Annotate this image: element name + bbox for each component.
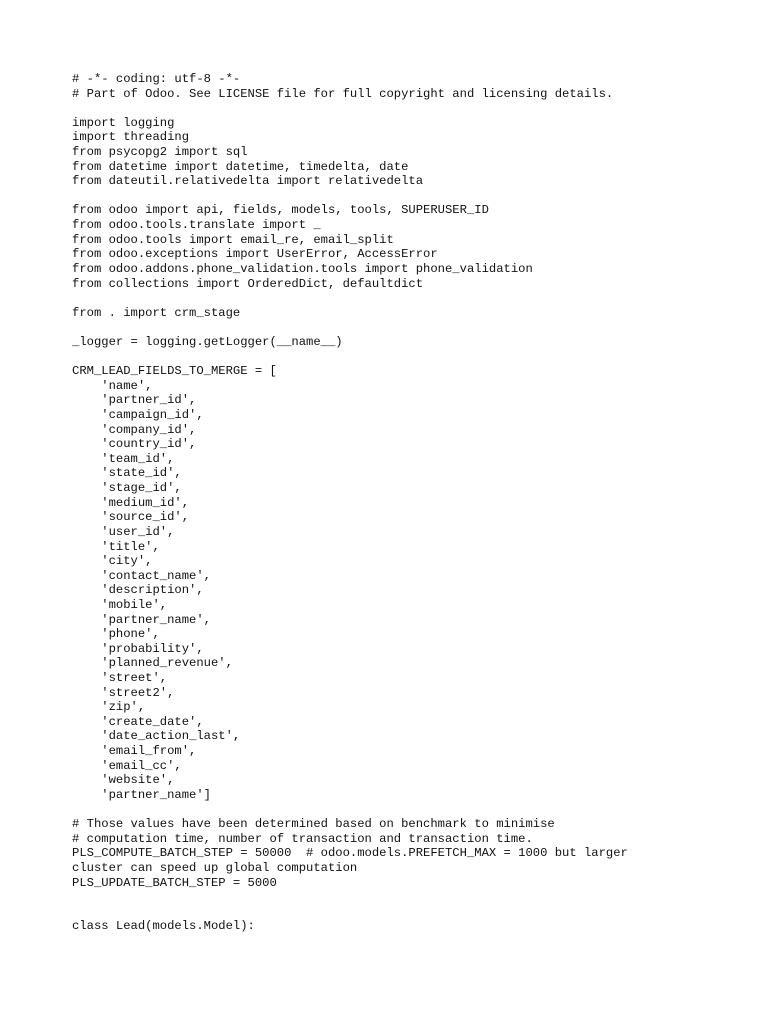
code-line: _logger = logging.getLogger(__name__) bbox=[72, 334, 343, 349]
code-line: from psycopg2 import sql bbox=[72, 145, 248, 160]
code-line: 'team_id', bbox=[72, 451, 175, 466]
code-line: 'street2', bbox=[72, 685, 175, 700]
code-line: from collections import OrderedDict, defaultdict bbox=[72, 276, 424, 291]
code-line: PLS_UPDATE_BATCH_STEP = 5000 bbox=[72, 875, 277, 890]
code-line: 'phone', bbox=[72, 627, 160, 642]
code-line: # Those values have been determined based on benchmark to minimise bbox=[72, 817, 555, 832]
code-line: from odoo.tools.translate import _ bbox=[72, 218, 321, 233]
code-line: 'medium_id', bbox=[72, 495, 190, 510]
code-line: 'source_id', bbox=[72, 510, 190, 525]
code-line: class Lead(models.Model): bbox=[72, 919, 255, 934]
blank-line bbox=[72, 905, 752, 920]
code-line: 'stage_id', bbox=[72, 481, 182, 496]
code-line: 'company_id', bbox=[72, 422, 197, 437]
code-line: 'email_cc', bbox=[72, 758, 182, 773]
code-line: import logging bbox=[72, 115, 175, 130]
code-line: 'name', bbox=[72, 378, 153, 393]
code-line: 'description', bbox=[72, 583, 204, 598]
code-line: 'mobile', bbox=[72, 597, 168, 612]
code-line: from odoo import api, fields, models, tools, SUPERUSER_ID bbox=[72, 203, 489, 218]
blank-line bbox=[72, 320, 752, 335]
code-line: 'partner_name'] bbox=[72, 787, 211, 802]
code-line: # computation time, number of transaction and transaction time. bbox=[72, 831, 533, 846]
code-line: 'campaign_id', bbox=[72, 408, 204, 423]
code-line: 'website', bbox=[72, 773, 175, 788]
code-line: 'partner_id', bbox=[72, 393, 197, 408]
code-line: 'create_date', bbox=[72, 714, 204, 729]
blank-line bbox=[72, 291, 752, 306]
code-line: 'planned_revenue', bbox=[72, 656, 233, 671]
code-line: 'state_id', bbox=[72, 466, 182, 481]
code-line: from odoo.addons.phone_validation.tools import phone_validation bbox=[72, 261, 533, 276]
code-line: CRM_LEAD_FIELDS_TO_MERGE = [ bbox=[72, 364, 277, 379]
code-line: # Part of Odoo. See LICENSE file for full copyright and licensing details. bbox=[72, 86, 614, 101]
code-line: 'city', bbox=[72, 554, 153, 569]
blank-line bbox=[72, 890, 752, 905]
code-line: 'country_id', bbox=[72, 437, 197, 452]
code-line: 'probability', bbox=[72, 641, 204, 656]
blank-line bbox=[72, 350, 752, 365]
code-listing bbox=[72, 72, 752, 934]
code-line: # -*- coding: utf-8 -*- bbox=[72, 72, 241, 86]
blank-line bbox=[72, 189, 752, 204]
code-line: from odoo.exceptions import UserError, AccessError bbox=[72, 247, 438, 262]
blank-line bbox=[72, 802, 752, 817]
code-line: 'partner_name', bbox=[72, 612, 211, 627]
code-line: from dateutil.relativedelta import relativedelta bbox=[72, 174, 424, 189]
code-line: 'title', bbox=[72, 539, 160, 554]
code-line: 'zip', bbox=[72, 700, 146, 715]
code-line: from . import crm_stage bbox=[72, 305, 241, 320]
blank-line bbox=[72, 101, 752, 116]
code-line: from odoo.tools import email_re, email_split bbox=[72, 232, 394, 247]
code-line: PLS_COMPUTE_BATCH_STEP = 50000 # odoo.models.PREFETCH_MAX = 1000 but larger bbox=[72, 846, 628, 861]
code-line: 'contact_name', bbox=[72, 568, 211, 583]
code-line: 'street', bbox=[72, 670, 168, 685]
code-line: 'date_action_last', bbox=[72, 729, 241, 744]
code-line: 'email_from', bbox=[72, 744, 197, 759]
code-line: cluster can speed up global computation bbox=[72, 860, 358, 875]
code-line: from datetime import datetime, timedelta, date bbox=[72, 159, 409, 174]
code-line: 'user_id', bbox=[72, 524, 175, 539]
code-line: import threading bbox=[72, 130, 190, 145]
